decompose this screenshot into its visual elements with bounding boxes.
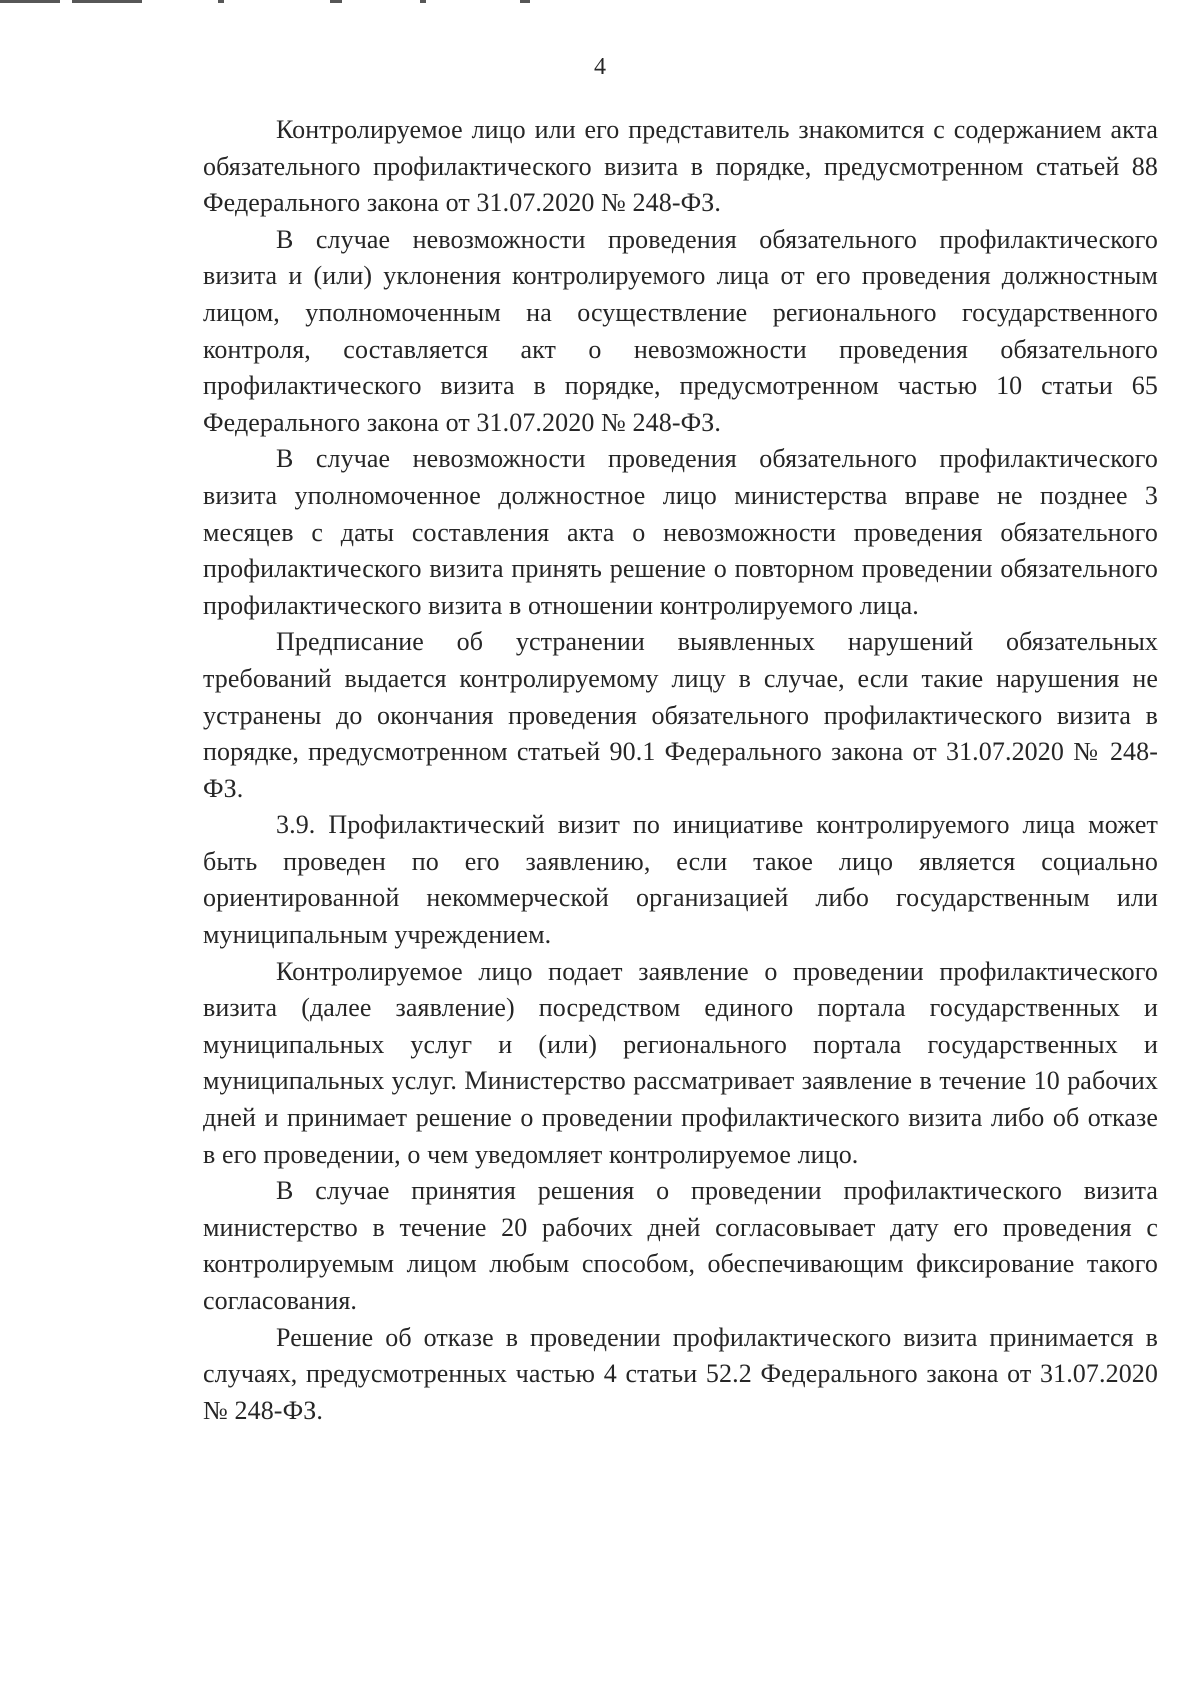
page-number: 4	[594, 54, 606, 80]
paragraph: 3.9. Профилактический визит по инициативе контролируемого лица может быть проведен по его заявлению, если такое лицо является социально ориентированной некоммерческой организацией либо государственным или муниципальным учреждением.	[203, 810, 1158, 950]
scan-mark	[218, 0, 224, 3]
paragraph: В случае невозможности проведения обязательного профилактического визита уполномоченное должностное лицо министерства вправе не позднее 3 месяцев с даты составления акта о невозможности проведения обязательного профилактического визита принять решение о повторном проведении обязательного профилактического визита в отношении контролируемого лица.	[203, 444, 1158, 620]
scan-mark	[0, 0, 60, 3]
scan-mark	[420, 0, 426, 3]
paragraph: В случае невозможности проведения обязательного профилактического визита и (или) уклонения контролируемого лица от его проведения должностным лицом, уполномоченным на осуществление регионального государственного контроля, составляется акт о невозможности проведения обязательного профилактического визита в порядке, предусмотренном частью 10 статьи 65 Федерального закона от 31.07.2020 № 248-ФЗ.	[203, 224, 1158, 437]
paragraph: Решение об отказе в проведении профилактического визита принимается в случаях, предусмотренных частью 4 статьи 52.2 Федерального закона от 31.07.2020 № 248-ФЗ.	[203, 1322, 1158, 1425]
paragraph: Контролируемое лицо подает заявление о проведении профилактического визита (далее заявление) посредством единого портала государственных и муниципальных услуг и (или) регионального портала государственных и муниципальных услуг. Министерство рассматривает заявление в течение 10 рабочих дней и принимает решение о проведении профилактического визита либо об отказе в его проведении, о чем уведомляет контролируемое лицо.	[203, 956, 1158, 1169]
paragraph: В случае принятия решения о проведении профилактического визита министерство в течение 20 рабочих дней согласовывает дату его проведения с контролируемым лицом любым способом, обеспечивающим фиксирование такого согласования.	[203, 1176, 1158, 1315]
paragraph: Предписание об устранении выявленных нарушений обязательных требований выдается контролируемому лицу в случае, если такие нарушения не устранены до окончания проведения обязательного профилактического визита в порядке, предусмотренном статьей 90.1 Федерального закона от 31.07.2020 № 248-ФЗ.	[203, 627, 1158, 803]
scan-artifact-marks	[0, 0, 1200, 8]
paragraph: Контролируемое лицо или его представитель знакомится с содержанием акта обязательного профилактического визита в порядке, предусмотренном статьей 88 Федерального закона от 31.07.2020 № 248-ФЗ.	[203, 115, 1158, 218]
scan-mark	[330, 0, 342, 3]
document-body	[203, 112, 1158, 1429]
scan-mark	[72, 0, 142, 3]
scan-mark	[520, 0, 530, 3]
